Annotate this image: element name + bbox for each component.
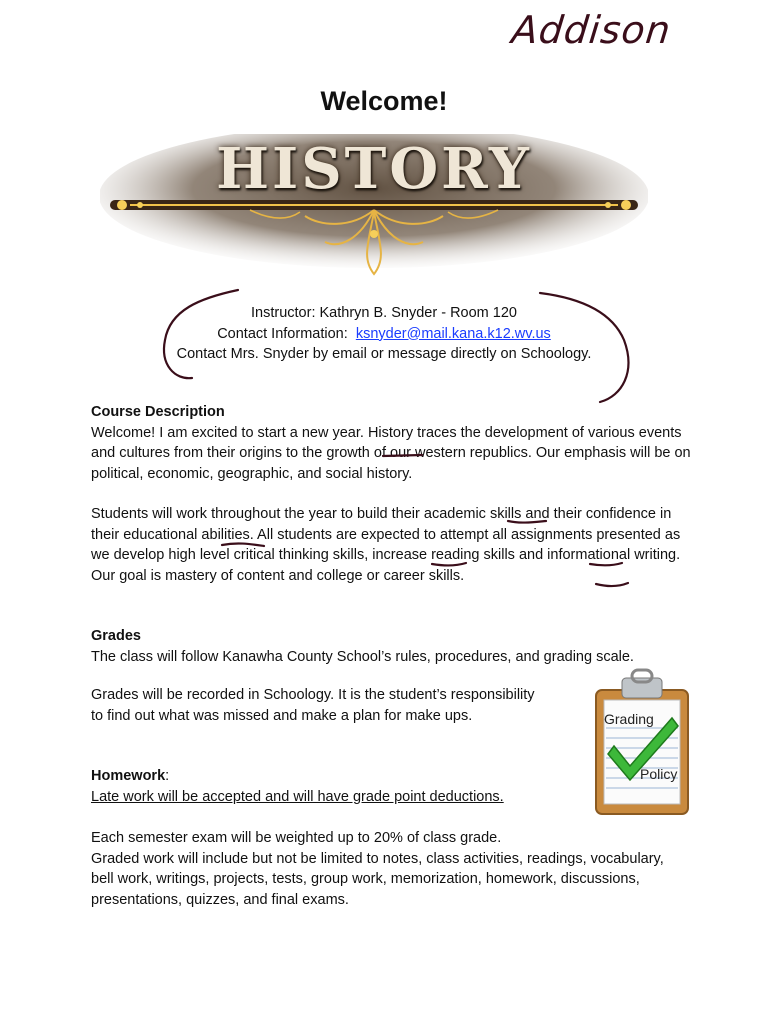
contact-info-line (0, 324, 768, 345)
grades-heading: Grades (91, 628, 141, 644)
grades-section (91, 626, 691, 667)
banner-title: HISTORY (216, 136, 532, 202)
signature: Addison (509, 8, 674, 52)
email-link[interactable]: ksnyder@mail.kana.k12.wv.us (355, 325, 551, 342)
homework-section (91, 766, 691, 807)
course-paragraph-2: Students will work throughout the year to build their academic skills and their confidence in their educational abilities. All students are expected to attempt all assignments presented as we develop high level critical thinking skills, increase reading skills and informational writing. Our goal is mastery of content and college or career skills. (91, 506, 681, 584)
homework-details (91, 828, 671, 910)
course-description-section (91, 402, 691, 484)
grades-paragraph-1: The class will follow Kanawha County School’s rules, procedures, and grading scale. (91, 648, 634, 665)
homework-colon: : (165, 768, 170, 784)
semester-exam-note: Each semester exam will be weighted up to 20% of class grade. (91, 830, 502, 846)
contact-note: Contact Mrs. Snyder by email or message directly on Schoology. (176, 346, 592, 362)
contact-info-label: Contact Information: (217, 325, 348, 342)
graded-work-note: Graded work will include but not be limited to notes, class activities, readings, vocabulary, bell work, writings, projects, tests, group work, memorization, homework, discussions, presentations, quizzes, and final exams. (91, 850, 664, 908)
instructor-line: Instructor: Kathryn B. Snyder - Room 120 (251, 305, 517, 321)
clipboard-bottom-label: Policy (640, 766, 678, 782)
homework-heading: Homework (91, 768, 166, 784)
grades-paragraph-2-line-2: to find out what was missed and make a plan for make ups. (91, 707, 473, 724)
grades-paragraph-2-line-1: Grades will be recorded in Schoology. It is the student’s responsibility (91, 687, 535, 703)
late-work-policy: Late work will be accepted and will have grade point deductions. (91, 788, 504, 805)
course-description-heading: Course Description (91, 404, 225, 420)
course-paragraph-1: Welcome! I am excited to start a new year. History traces the development of various events and cultures from their origins to the growth of our western republics. Our emphasis will be on political, economic, geographic, and social history. (91, 424, 691, 482)
contact-block (0, 303, 768, 365)
page-title: Welcome! (320, 86, 448, 116)
clipboard-top-label: Grading (604, 711, 654, 727)
